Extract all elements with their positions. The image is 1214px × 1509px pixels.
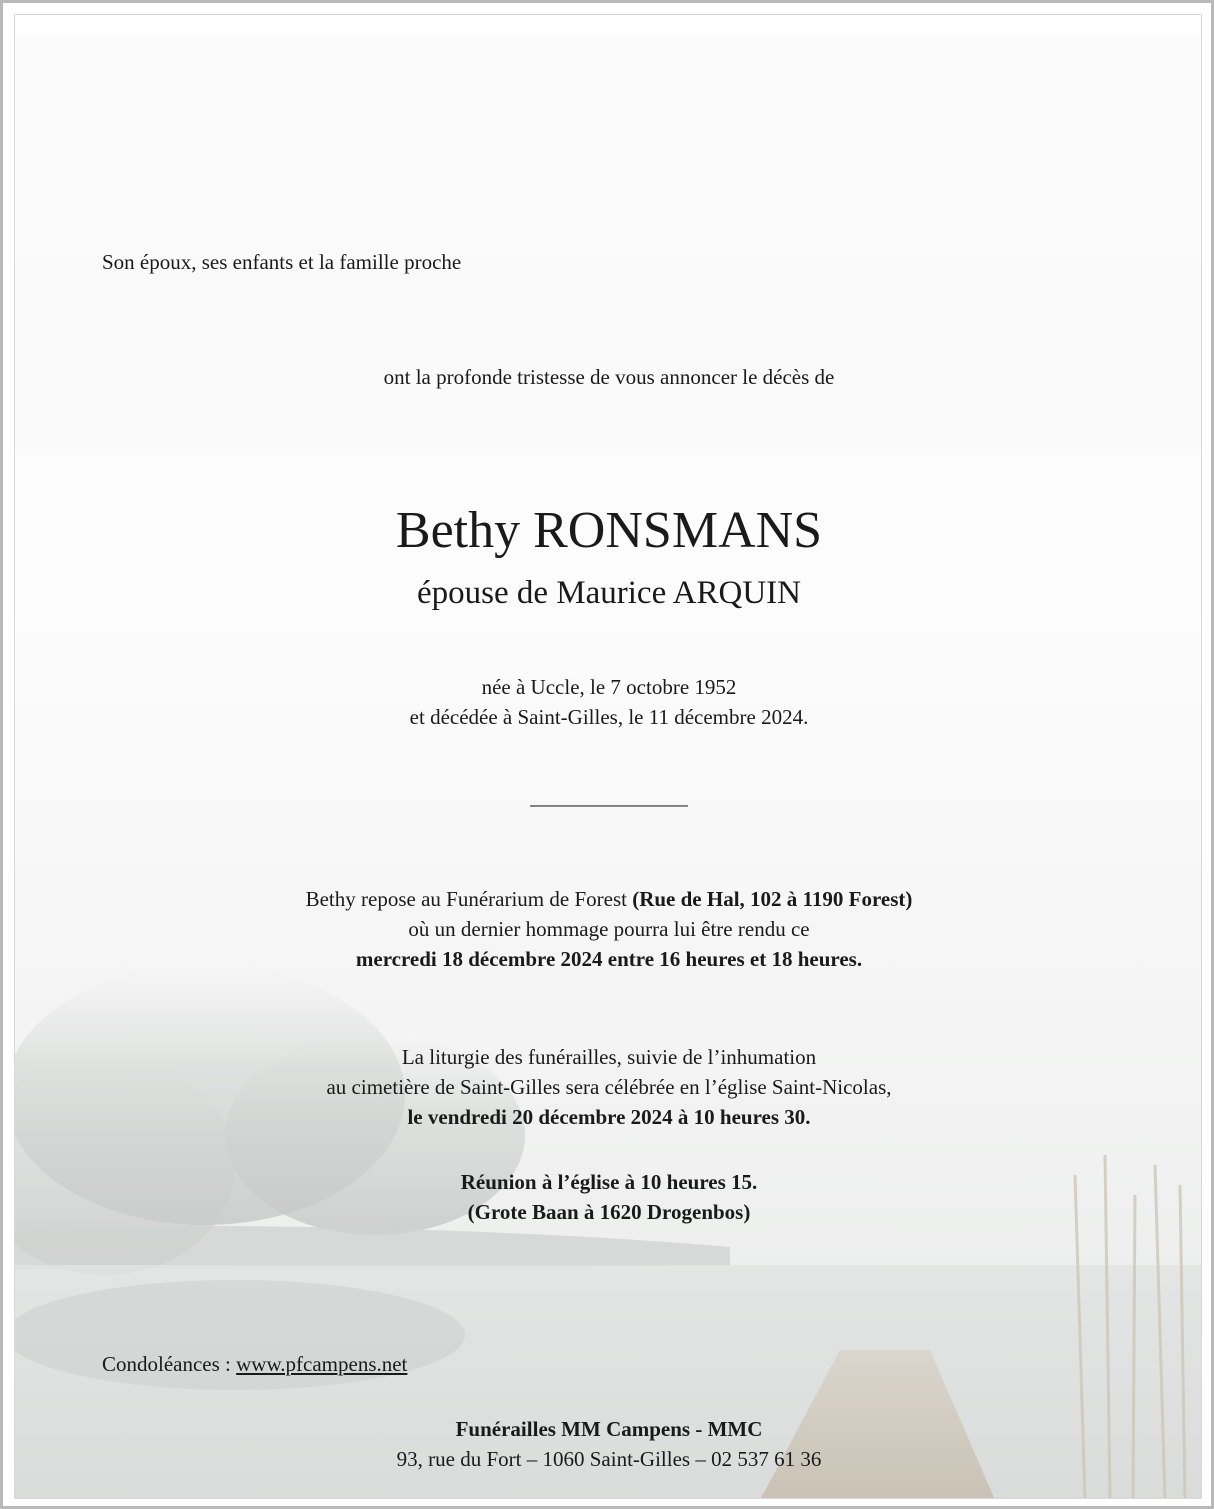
- visitation-datetime: mercredi 18 décembre 2024 entre 16 heures et 18 heures.: [355, 947, 863, 971]
- announcement-line: ont la profonde tristesse de vous annoncer le décès de: [383, 365, 835, 389]
- misty-lake-background: [15, 15, 1202, 1499]
- funeral-line-2: au cimetière de Saint-Gilles sera célébrée en l’église Saint-Nicolas,: [326, 1075, 892, 1099]
- reunion-place: (Grote Baan à 1620 Drogenbos): [467, 1200, 751, 1224]
- reunion-time: Réunion à l’église à 10 heures 15.: [460, 1170, 758, 1194]
- visitation-line-2: où un dernier hommage pourra lui être rendu ce: [408, 917, 810, 941]
- family-intro: Son époux, ses enfants et la famille proche: [102, 250, 462, 274]
- funeral-home-name: Funérailles MM Campens - MMC: [455, 1417, 763, 1441]
- visitation-line-1: [15, 887, 1202, 912]
- notice-card: [14, 14, 1202, 1499]
- deceased-name: Bethy RONSMANS: [395, 502, 823, 559]
- funeral-line-1: La liturgie des funérailles, suivie de l’inhumation: [401, 1045, 817, 1069]
- death-line: et décédée à Saint-Gilles, le 11 décembre 2024.: [409, 705, 809, 729]
- divider-line: _______________: [530, 785, 688, 809]
- funeral-datetime: le vendredi 20 décembre 2024 à 10 heures 30.: [407, 1105, 811, 1129]
- condolences-link[interactable]: www.pfcampens.net: [236, 1352, 408, 1376]
- visitation-address: (Rue de Hal, 102 à 1190 Forest): [632, 887, 913, 911]
- visitation-location: Bethy repose au Funérarium de Forest: [305, 887, 633, 911]
- condolences-line: [102, 1352, 407, 1377]
- funeral-home-address: 93, rue du Fort – 1060 Saint-Gilles – 02 537 61 36: [396, 1447, 822, 1471]
- spouse-line: épouse de Maurice ARQUIN: [417, 575, 801, 611]
- condolences-label: Condoléances :: [102, 1352, 237, 1376]
- birth-line: née à Uccle, le 7 octobre 1952: [481, 675, 737, 699]
